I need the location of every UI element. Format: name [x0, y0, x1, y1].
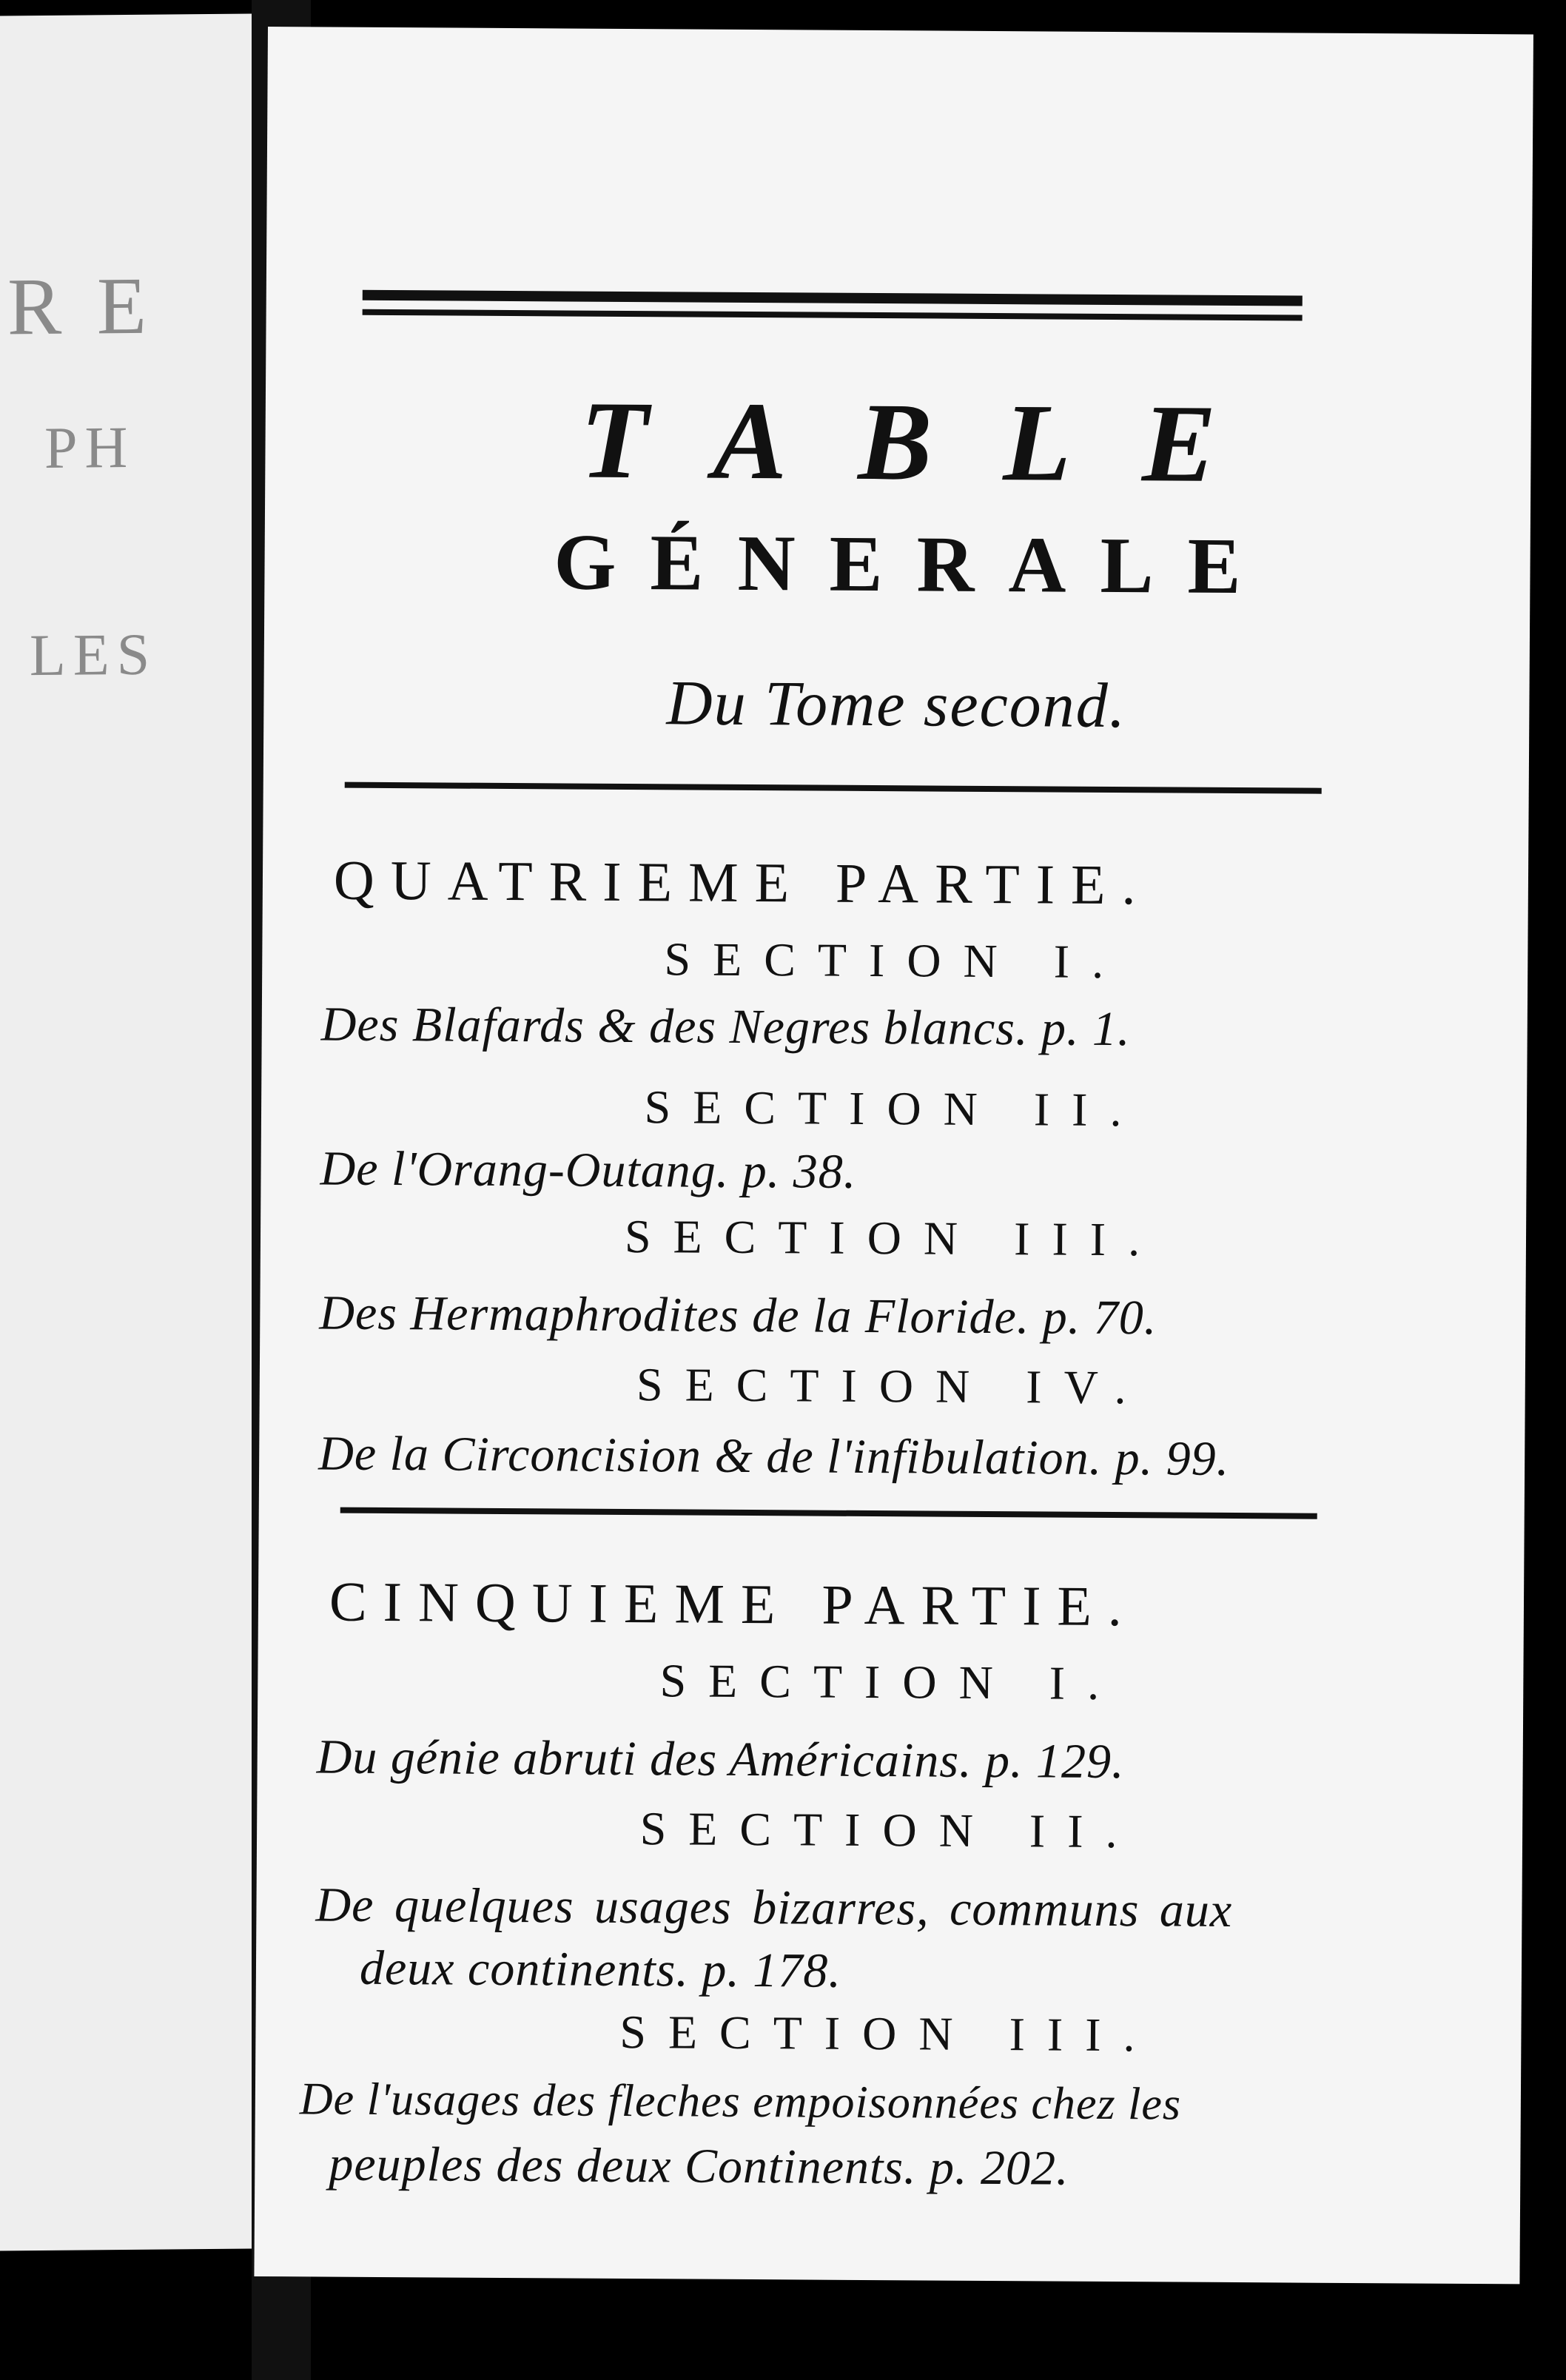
toc-entry-continuation: peuples des deux Continents. p. 202.	[329, 2137, 1069, 2196]
left-page-edge	[0, 14, 252, 2251]
section-divider	[345, 782, 1322, 794]
toc-entry: Des Blafards & des Negres blancs. p. 1.	[320, 997, 1131, 1057]
section-heading: SECTION I.	[659, 1654, 1122, 1710]
page-title: TABLE	[579, 378, 1288, 506]
section-heading: SECTION II.	[639, 1802, 1140, 1858]
page-subtitle: GÉNERALE	[554, 518, 1275, 611]
page-content	[254, 27, 1533, 2284]
toc-entry-continuation: deux continents. p. 178.	[359, 1940, 842, 1998]
left-page-ghost-text: R E	[7, 260, 155, 352]
toc-entry: Des Hermaphrodites de la Floride. p. 70.	[319, 1285, 1157, 1345]
left-page-ghost-text: PH	[44, 414, 135, 481]
toc-entry: De quelques usages bizarres, communs aux	[315, 1878, 1233, 1938]
table-of-contents-page	[254, 27, 1533, 2284]
section-heading: SECTION II.	[644, 1080, 1144, 1137]
section-divider	[340, 1507, 1317, 1519]
toc-entry: De l'usages des fleches empoisonnées chez les	[299, 2074, 1182, 2130]
toc-entry: De l'Orang-Outang. p. 38.	[320, 1141, 857, 1199]
part-heading: CINQUIEME PARTIE.	[329, 1570, 1139, 1638]
section-heading: SECTION I.	[664, 932, 1126, 989]
section-heading: SECTION IV.	[636, 1358, 1149, 1414]
volume-label: Du Tome second.	[666, 667, 1127, 742]
section-heading: SECTION III.	[619, 2005, 1157, 2062]
header-double-rule	[363, 290, 1303, 321]
section-heading: SECTION III.	[624, 1209, 1163, 1266]
part-heading: QUATRIEME PARTIE.	[333, 849, 1152, 917]
toc-entry: Du génie abruti des Américains. p. 129.	[316, 1729, 1125, 1789]
toc-entry: De la Circoncision & de l'infibulation. p. 99.	[318, 1426, 1230, 1486]
left-page-ghost-text: LES	[30, 622, 158, 689]
